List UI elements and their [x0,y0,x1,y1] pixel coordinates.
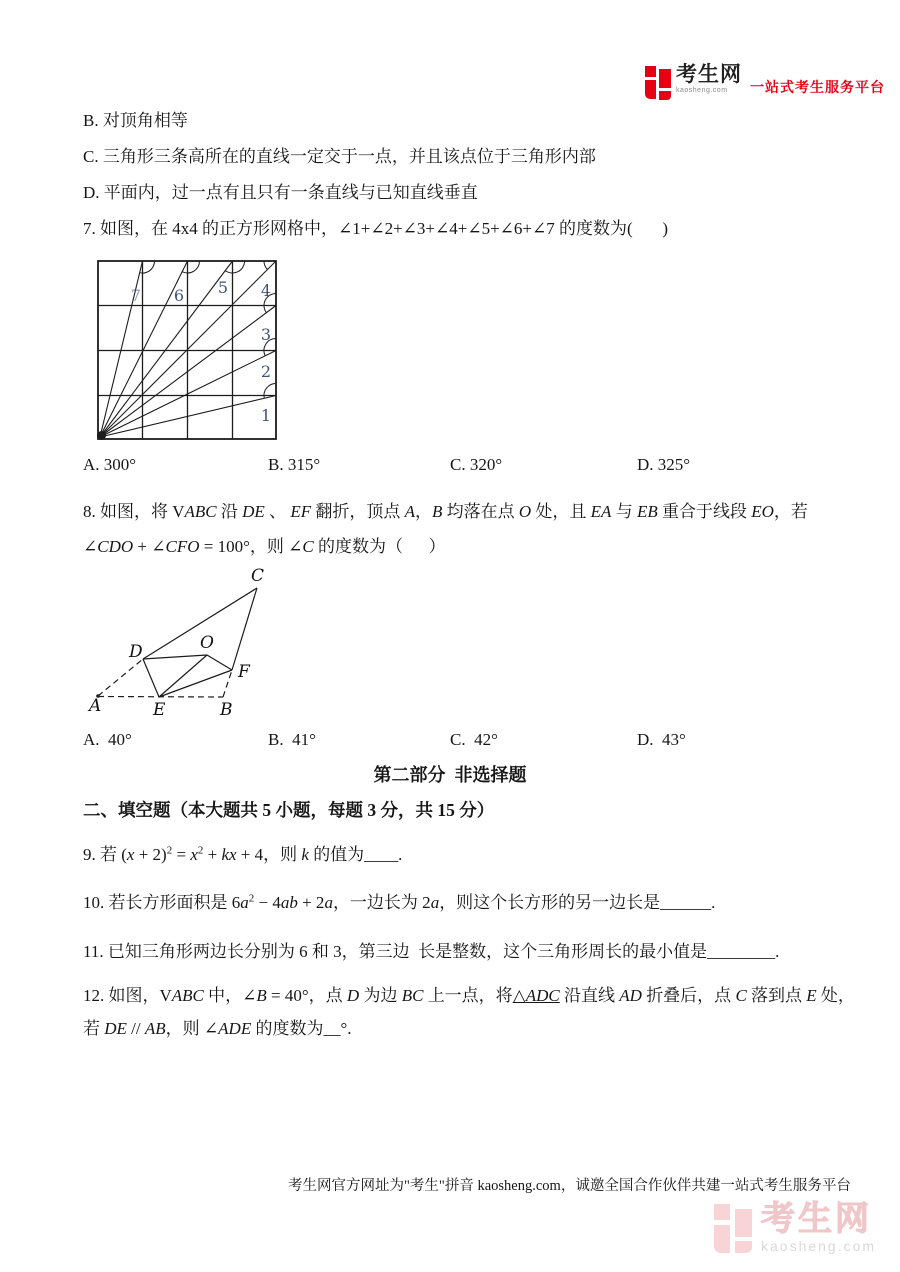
grid-angle-labels [131,278,271,425]
question-10: 10. 若长方形面积是 $6a^2 - 4ab + 2a$，一边长为 2a，则这个长方形的另一边长是______. [83,892,716,912]
question-7-grid-figure [97,260,278,441]
brand-name: 考生网 [676,63,742,86]
angle-label-5: 5 [217,278,229,297]
angle-label-3: 3 [260,325,272,344]
question-8-stem-line1: 8. 如图，将 VABC 沿 DE 、 EF 翻折，顶点 A，B 均落在点 O 处，且 EA 与 EB 重合于线段 EO，若 [83,502,808,521]
point-label-e: E [153,700,166,719]
watermark-logo-icon [714,1204,754,1254]
q7-option-c: C. 320° [450,455,503,474]
q8-option-a: A. 40° [83,730,132,749]
ray-origin-dot [97,431,106,440]
watermark-brand-domain: kaosheng.com [761,1238,877,1254]
point-label-f: F [238,662,250,682]
brand-tagline: 一站式考生服务平台 [750,79,885,95]
question-11: 11. 已知三角形两边长分别为 6 和 3，第三边 长是整数，这个三角形周长的最小值是________. [83,942,780,961]
q8-option-b: B. 41° [268,730,316,749]
q7-option-a: A. 300° [83,455,137,474]
angle-label-6: 6 [173,286,185,305]
angle-label-2: 2 [260,362,272,381]
kaosheng-logo-icon [645,66,672,100]
angle-label-7: 7 [130,286,142,305]
question-9: 9. 若 $(x + 2)^2 = x^2$ + kx + 4，则 k 的值为____. [83,844,403,864]
point-label-d: D [129,642,143,662]
q8-option-d: D. 43° [637,730,686,749]
point-label-c: C [251,567,265,586]
angle-label-4: 4 [260,281,272,300]
angle-label-1: 1 [260,406,272,425]
section-2-title: 第二部分 非选择题 [373,765,527,785]
choice-line-b: B. 对顶角相等 [83,111,188,130]
choice-line-d: D. 平面内，过一点有且只有一条直线与已知直线垂直 [83,183,478,202]
choice-line-c: C. 三角形三条高所在的直线一定交于一点，并且该点位于三角形内部 [83,147,596,166]
point-label-a: A [89,696,102,716]
kaosheng-watermark [714,1202,876,1254]
point-label-o: O [200,633,214,653]
question-12-line1: 12. 如图，VABC 中，∠B = 40°，点 D 为边 BC 上一点，将△ADC 沿直线 AD 折叠后，点 C 落到点 E 处， [83,986,855,1005]
q7-option-b: B. 315° [268,455,321,474]
footer-text: 考生网官方网址为"考生"拼音 kaosheng.com，诚邀全国合作伙伴共建一站式考生服务平台 [288,1178,851,1194]
question-8-stem-line2: ∠CDO + ∠CFO = 100°，则 ∠C 的度数为（ ） [83,537,446,556]
question-12-line2: 若 DE // AB，则 ∠ADE 的度数为__°. [83,1019,352,1038]
point-label-b: B [220,700,233,719]
q7-option-d: D. 325° [637,455,691,474]
question-7-stem: 7. 如图，在 4x4 的正方形网格中，∠1+∠2+∠3+∠4+∠5+∠6+∠7 的度数为( ) [83,219,669,238]
question-8-fold-figure [85,567,275,719]
q8-option-c: C. 42° [450,730,498,749]
fill-in-heading: 二、填空题（本大题共 5 小题，每题 3 分，共 15 分） [83,800,495,820]
watermark-brand-name: 考生网 [761,1200,872,1238]
kaosheng-logo [645,63,885,100]
brand-domain: kaosheng.com [676,87,728,94]
